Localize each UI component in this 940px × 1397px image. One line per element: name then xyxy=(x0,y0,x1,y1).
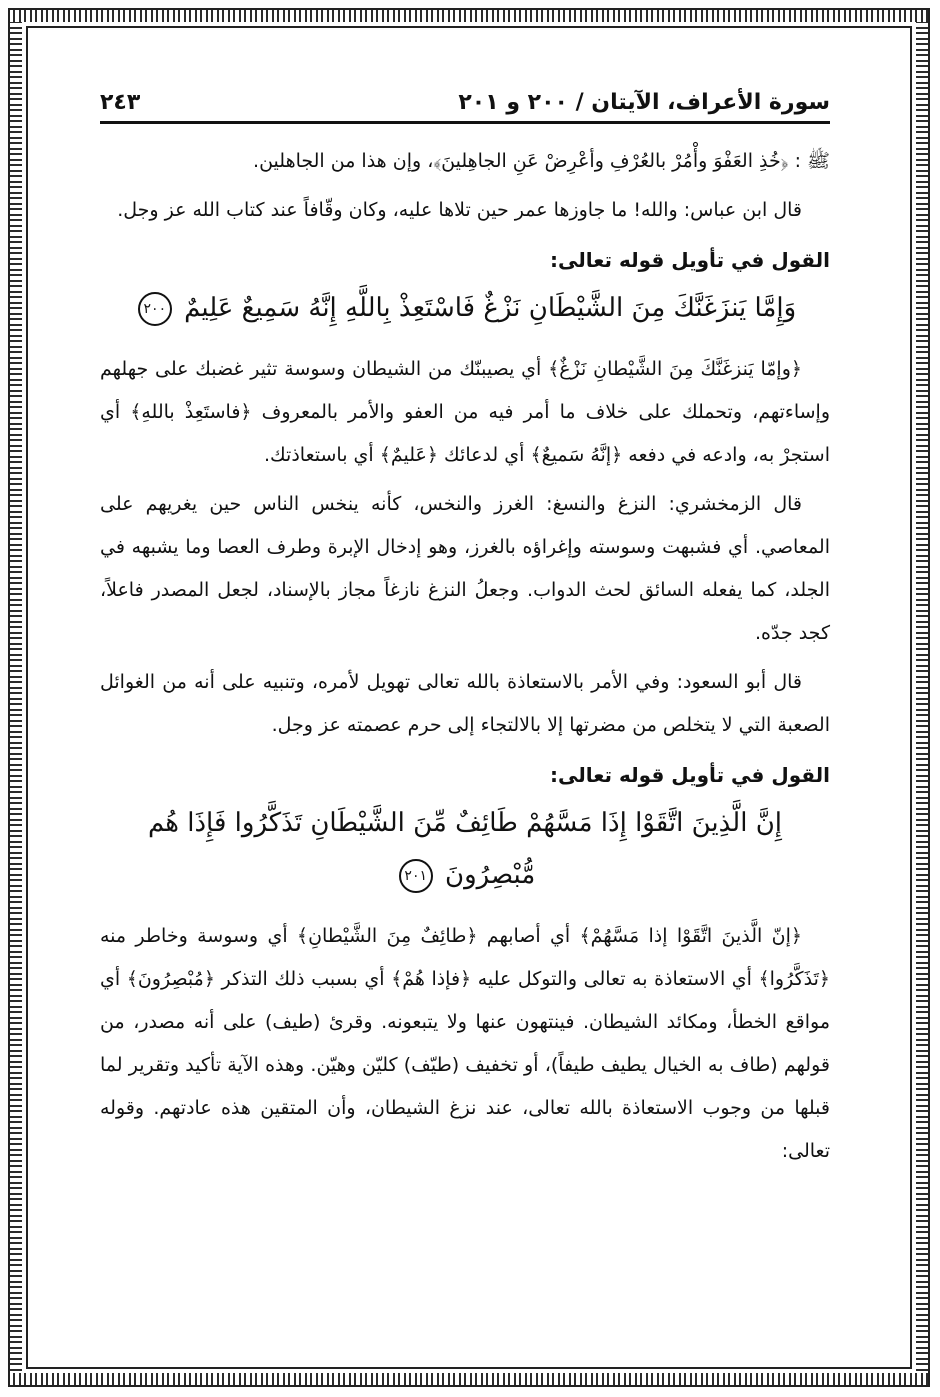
ayah-number-badge: ٢٠١ xyxy=(399,859,433,893)
paragraph: قال أبو السعود: وفي الأمر بالاستعاذة بالله تعالى تهويل لأمره، وتنبيه على أنه من الغوائل الصعبة التي لا يتخلص من مضرتها إلا بالالتجاء إلى حرم عصمته عز وجل. xyxy=(100,671,830,736)
surah-title: سورة الأعراف، الآيتان / ٢٠٠ و ٢٠١ xyxy=(458,90,830,115)
ayah-number-badge: ٢٠٠ xyxy=(138,292,172,326)
quran-verse xyxy=(100,797,830,901)
paragraph: ﷺ : ﴿خُذِ العَفْوَ وأْمُرْ بالعُرْفِ وأعْرِضْ عَنِ الجاهِلينَ﴾، وإن هذا من الجاهلين. xyxy=(253,150,830,172)
running-header xyxy=(100,78,830,124)
quran-verse xyxy=(100,282,830,334)
paragraph: قال الزمخشري: النزغ والنسغ: الغرز والنخس، كأنه ينخس الناس حين يغريهم على المعاصي. أي فشبهت وسوسته وإغراؤه بالغرز، وهو إدخال الإبرة وطرف العصا وما يشبهه في الجلد، كما يفعله السائق لحث الدواب. وجعلُ النزغ نازغاً مجاز بالإسناد، لجعل المصدر فاعلاً، كجد جدّه. xyxy=(100,493,830,644)
verse-text: إِنَّ الَّذِينَ اتَّقَوْا إِذَا مَسَّهُمْ طَائِفٌ مِّنَ الشَّيْطَانِ تَذَكَّرُوا فَإِذَا هُم مُّبْصِرُونَ xyxy=(147,808,783,890)
paragraph: ﴿إنّ الَّذينَ اتَّقَوْا إذا مَسَّهُمْ﴾ أي أصابهم ﴿طائِفٌ مِنَ الشَّيْطانِ﴾ أي وسوسة وخاطر منه ﴿تَذَكَّرُوا﴾ أي الاستعاذة به تعالى والتوكل عليه ﴿فإذا هُمْ﴾ أي بسبب ذلك التذكر ﴿مُبْصِرُونَ﴾ أي مواقع الخطأ، ومكائد الشيطان. فينتهون عنها ولا يتبعونه. وقرئ (طيف) على أنه مصدر، من قولهم (طاف به الخيال يطيف طيفاً)، أو تخفيف (طيّف) كليّن وهيّن. وهذه الآية تأكيد وتقرير لما قبلها من وجوب الاستعاذة بالله تعالى، عند نزغ الشيطان، وأن المتقين هذه عادتهم. وقوله تعالى: xyxy=(100,925,830,1162)
paragraph: قال ابن عباس: والله! ما جاوزها عمر حين تلاها عليه، وكان وقّافاً عند كتاب الله عز وجل. xyxy=(117,199,802,221)
page-number: ٢٤٣ xyxy=(100,90,141,115)
section-heading: القول في تأويل قوله تعالى: xyxy=(550,248,830,272)
paragraph: ﴿وإمّا يَنزغَنَّكَ مِنَ الشَّيْطانِ نَزْغٌ﴾ أي يصيبنّك من الشيطان وسوسة تثير غضبك على جهلهم وإساءتهم، وتحملك على خلاف ما أمر فيه من العفو والأمر بالمعروف ﴿فاستَعِذْ باللهِ﴾ أي استجرْ به، وادعه في دفعه ﴿إنَّهُ سَميعٌ﴾ أي لدعائك ﴿عَليمٌ﴾ أي باستعاذتك. xyxy=(100,358,830,466)
verse-text: وَإِمَّا يَنزَغَنَّكَ مِنَ الشَّيْطَانِ نَزْغٌ فَاسْتَعِذْ بِاللَّهِ إِنَّهُ سَمِيعٌ عَلِيمٌ xyxy=(184,293,797,323)
page-body xyxy=(100,140,830,1179)
section-heading: القول في تأويل قوله تعالى: xyxy=(550,763,830,787)
